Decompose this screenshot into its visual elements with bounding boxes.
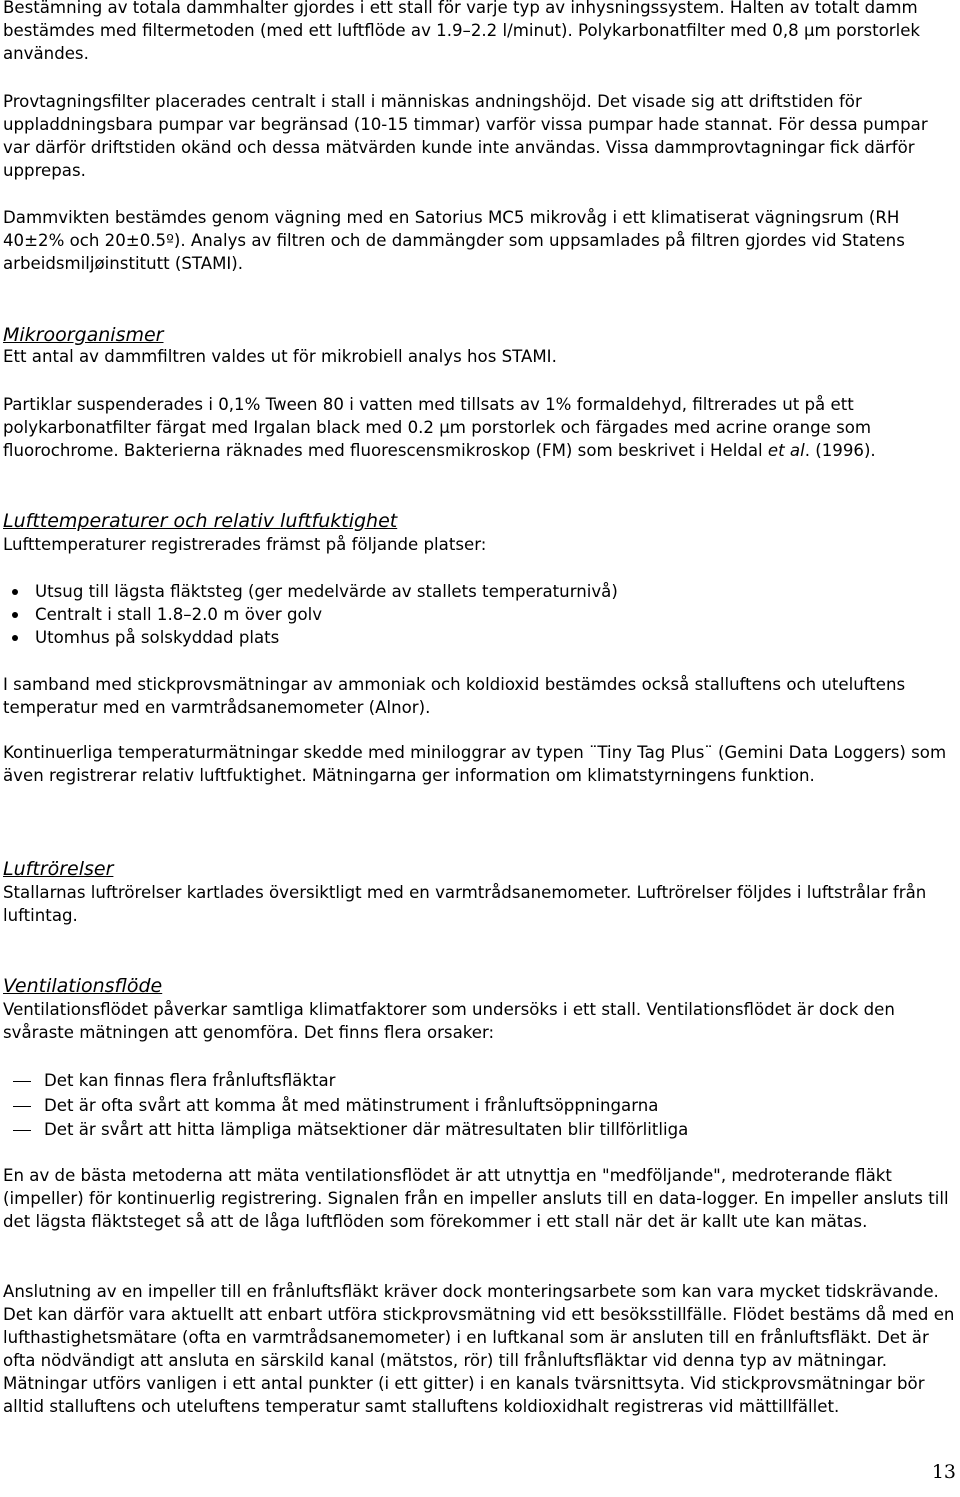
dash-list-reasons — [3, 1069, 957, 1143]
list-item: Det kan finnas flera frånluftsfläktar — [3, 1069, 957, 1094]
text-run: Partiklar suspenderades i 0,1% Tween 80 i vatten med tillsats av 1% formaldehyd, filtrerades ut på ett polykarbonatfilter färgat med Irgalan black med 0.2 μm porstorlek och färgades med acrine orange som fluorochrome. Bakterierna räknades med fluorescensmikroskop (FM) som beskrivet i Heldal — [3, 395, 872, 460]
paragraph-impeller — [3, 1164, 957, 1233]
heading-lufttemperaturer: Lufttemperaturer och relativ luftfuktighet — [3, 510, 398, 532]
paragraph-text: Stallarnas luftrörelser kartlades översiktligt med en varmtrådsanemometer. Luftrörelser följdes i luftstrålar från luftintag. — [3, 883, 927, 925]
heading-ventilationsflode: Ventilationsflöde — [3, 975, 163, 997]
italic-et-al: et al — [767, 441, 805, 460]
heading-mikroorganismer: Mikroorganismer — [3, 324, 164, 346]
paragraph-text: Lufttemperaturer registrerades främst på följande platser: — [3, 535, 487, 554]
paragraph-kontinuerliga — [3, 741, 957, 787]
heading-luftrorelser: Luftrörelser — [3, 858, 114, 880]
paragraph-text: Bestämning av totala dammhalter gjordes i ett stall för varje typ av inhysningssystem. Halten av totalt damm bestämdes med filtermetoden (med ett luftflöde av 1.9–2.2 l/minut). Polykarbonatfilter med 0,8 μm porstorlek användes. — [3, 0, 921, 63]
paragraph-text: I samband med stickprovsmätningar av ammoniak och koldioxid bestämdes också stalluftens och uteluftens temperatur med en varmtrådsanemometer (Alnor). — [3, 675, 906, 717]
list-item: Det är ofta svårt att komma åt med mätinstrument i frånluftsöppningarna — [3, 1094, 957, 1119]
paragraph-text: Anslutning av en impeller till en frånluftsfläkt kräver dock monteringsarbete som kan vara mycket tidskrävande. Det kan därför vara aktuellt att enbart utföra stickprovsmätning vid ett besöksstillfälle. Flödet bestäms då med en lufthastighetsmätare (ofta en varmtrådsanemometer) i en luftkanal som är ansluten till en frånluftsfläkt. Det är ofta nödvändigt att ansluta en särskild kanal (mätstos, rör) till frånluftsfläktar vid denna typ av mätningar. Mätningar utförs vanligen i ett antal punkter (i ett gitter) i en kanals tvärsnittsyta. Vid stickprovsmätningar bör alltid stalluftens och uteluftens temperatur samt stalluftens koldioxidhalt registreras vid mättillfället. — [3, 1282, 955, 1416]
paragraph-luft-intro — [3, 533, 957, 556]
paragraph-luftrorelser — [3, 881, 957, 927]
paragraph-anslutning — [3, 1280, 957, 1418]
page-number: 13 — [931, 1461, 956, 1483]
paragraph-dust-weight — [3, 206, 957, 275]
list-item: Utsug till lägsta fläktsteg (ger medelvärde av stallets temperaturnivå) — [3, 580, 957, 603]
paragraph-mikro-intro — [3, 345, 957, 368]
paragraph-stickprov — [3, 673, 957, 719]
paragraph-text: Provtagningsfilter placerades centralt i stall i människas andningshöjd. Det visade sig att driftstiden för uppladdningsbara pumpar var begränsad (10-15 timmar) varför vissa pumpar hade stannat. För dessa pumpar var därför driftstiden okänd och dessa mätvärden kunde inte användas. Vissa dammprovtagningar fick därför upprepas. — [3, 92, 928, 180]
paragraph-total-dust — [3, 0, 957, 65]
paragraph-text: Dammvikten bestämdes genom vägning med en Satorius MC5 mikrovåg i ett klimatiserat vägningsrum (RH 40±2% och 20±0.5º). Analys av filtren och de dammängder som uppsamlades på filtren gjordes vid Statens arbeidsmiljøinstitutt (STAMI). — [3, 208, 905, 273]
text-run: . (1996). — [804, 441, 876, 460]
paragraph-text: Ett antal av dammfiltren valdes ut för mikrobiell analys hos STAMI. — [3, 347, 557, 366]
paragraph-ventilation-intro — [3, 998, 957, 1044]
paragraph-text: Kontinuerliga temperaturmätningar skedde med miniloggrar av typen ¨Tiny Tag Plus¨ (Gemini Data Loggers) som även registrerar relativ luftfuktighet. Mätningarna ger information om klimatstyrningens funktion. — [3, 743, 947, 785]
paragraph-sampling-filter — [3, 90, 957, 182]
paragraph-text: Ventilationsflödet påverkar samtliga klimatfaktorer som undersöks i ett stall. Ventilationsflödet är dock den svåraste mätningen att genomföra. Det finns flera orsaker: — [3, 1000, 895, 1042]
paragraph-text — [3, 393, 957, 462]
paragraph-text: En av de bästa metoderna att mäta ventilationsflödet är att utnyttja en "medföljande", medroterande fläkt (impeller) för kontinuerlig registrering. Signalen från en impeller ansluts till en data-logger. En impeller ansluts till det lägsta fläktsteget så att de låga luftflöden som förekommer i ett stall när det är kallt ute kan mätas. — [3, 1166, 949, 1231]
paragraph-partiklar — [3, 393, 957, 462]
list-item: Centralt i stall 1.8–2.0 m över golv — [3, 603, 957, 626]
list-item: Utomhus på solskyddad plats — [3, 626, 957, 649]
bullet-list-locations — [3, 580, 957, 649]
list-item: Det är svårt att hitta lämpliga mätsektioner där mätresultaten blir tillförlitliga — [3, 1118, 957, 1143]
